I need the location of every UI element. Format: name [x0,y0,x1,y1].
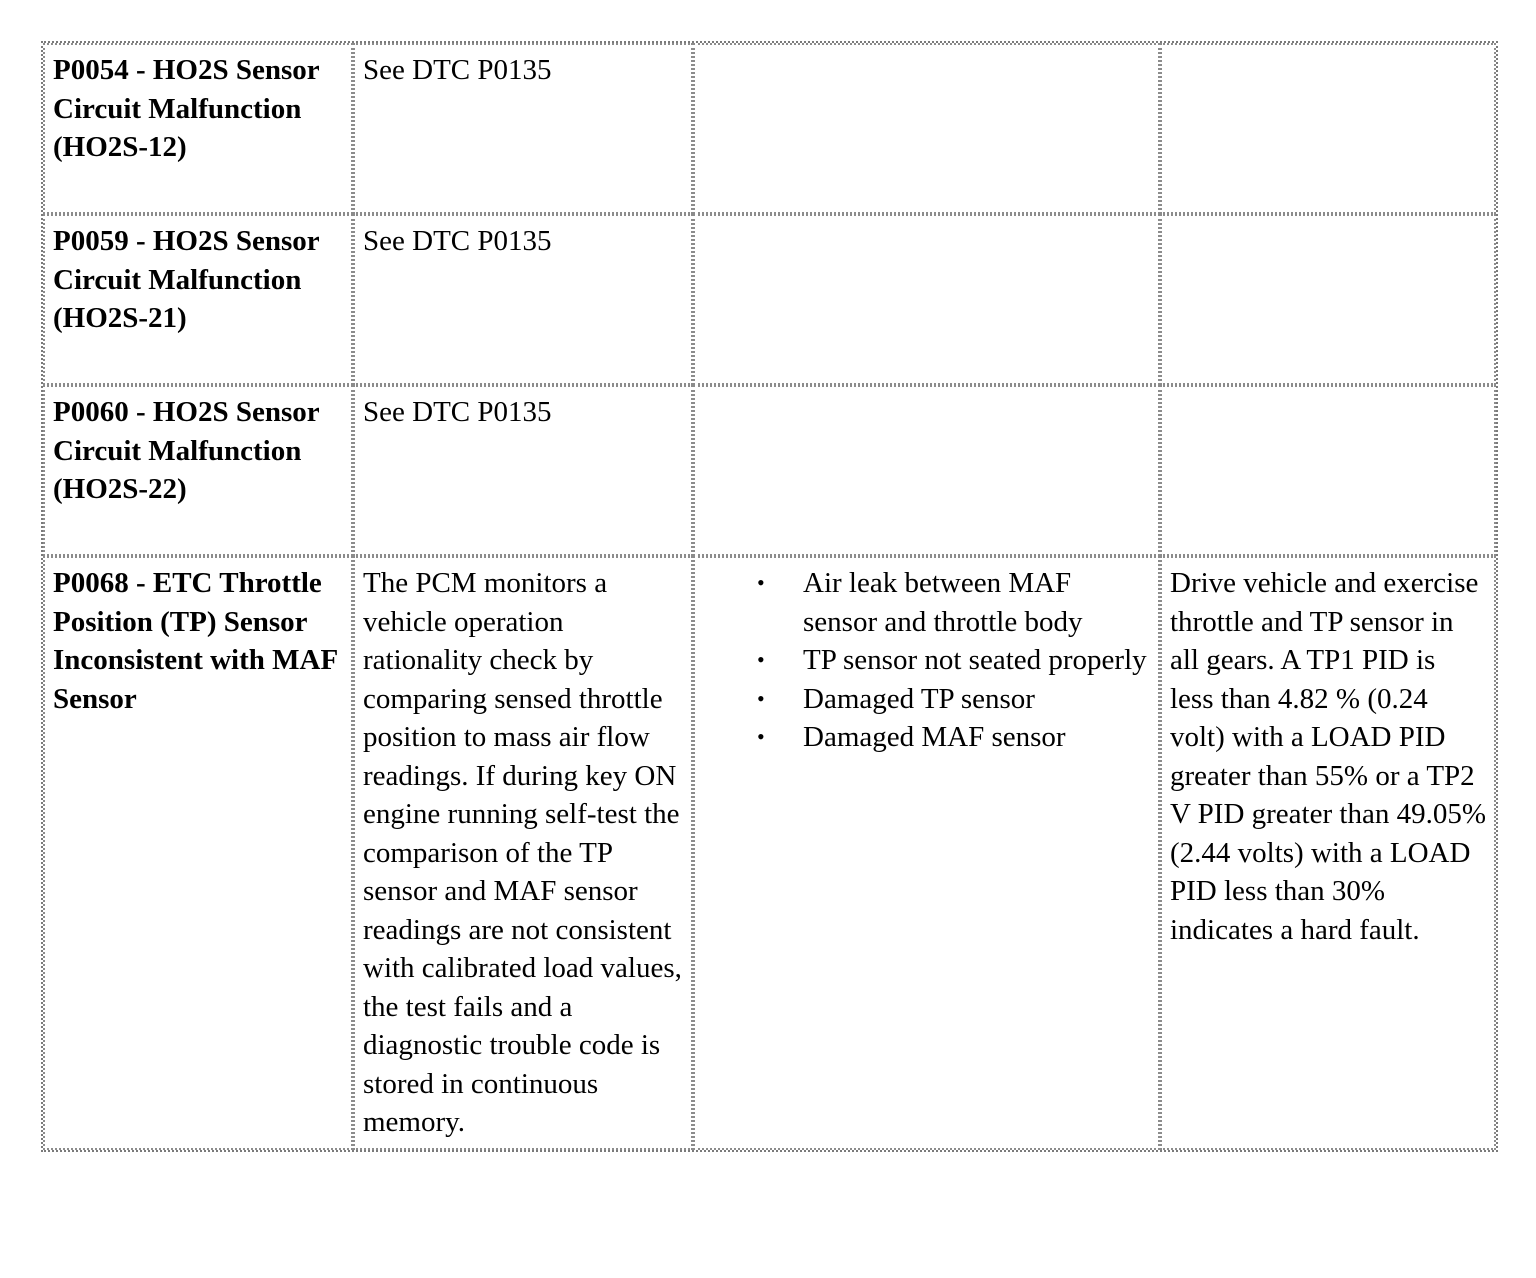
bullet-icon: • [757,570,765,595]
dtc-code-cell: P0059 - HO2S Sensor Circuit Malfunction (HO2S-21) [43,214,353,385]
dtc-code-cell: P0060 - HO2S Sensor Circuit Malfunction (HO2S-22) [43,385,353,556]
bullet-icon: • [757,647,765,672]
cause-text: Damaged TP sensor [803,682,1035,715]
bullet-icon: • [757,724,765,749]
dtc-causes-cell [693,556,1160,1150]
table-row [43,43,1496,214]
dtc-action-cell [1160,43,1496,214]
list-item [757,680,1150,719]
cause-text: TP sensor not seated properly [803,644,1147,676]
table-row [43,556,1496,1150]
cause-text: Air leak between MAF sensor and throttle body [803,567,1083,638]
dtc-table [41,41,1498,1152]
list-item [757,564,1150,641]
possible-causes-list [703,564,1150,757]
cause-text: Damaged MAF sensor [803,721,1066,753]
table-row [43,385,1496,556]
dtc-action-cell [1160,385,1496,556]
list-item [757,718,1150,757]
dtc-causes-cell [693,385,1160,556]
dtc-causes-cell [693,43,1160,214]
dtc-description-cell: See DTC P0135 [353,385,693,556]
dtc-description-cell: See DTC P0135 [353,43,693,214]
list-item [757,641,1150,680]
dtc-description-cell: See DTC P0135 [353,214,693,385]
dtc-description-cell: The PCM monitors a vehicle operation rationality check by comparing sensed throttle position to mass air flow readings. If during key ON engine running self-test the comparison of the TP sensor and MAF sensor readings are not consistent with calibrated load values, the test fails and a diagnostic trouble code is stored in continuous memory. [353,556,693,1150]
dtc-code-cell: P0054 - HO2S Sensor Circuit Malfunction (HO2S-12) [43,43,353,214]
dtc-action-cell: Drive vehicle and exercise throttle and TP sensor in all gears. A TP1 PID is less than 4.82 % (0.24 volt) with a LOAD PID greater than 55% or a TP2 V PID greater than 49.05% (2.44 volts) with a LOAD PID less than 30% indicates a hard fault. [1160,556,1496,1150]
table-row [43,214,1496,385]
bullet-icon: • [757,685,765,711]
document-page [41,41,1494,1152]
dtc-causes-cell [693,214,1160,385]
dtc-action-cell [1160,214,1496,385]
dtc-code-cell: P0068 - ETC Throttle Position (TP) Sensor Inconsistent with MAF Sensor [43,556,353,1150]
